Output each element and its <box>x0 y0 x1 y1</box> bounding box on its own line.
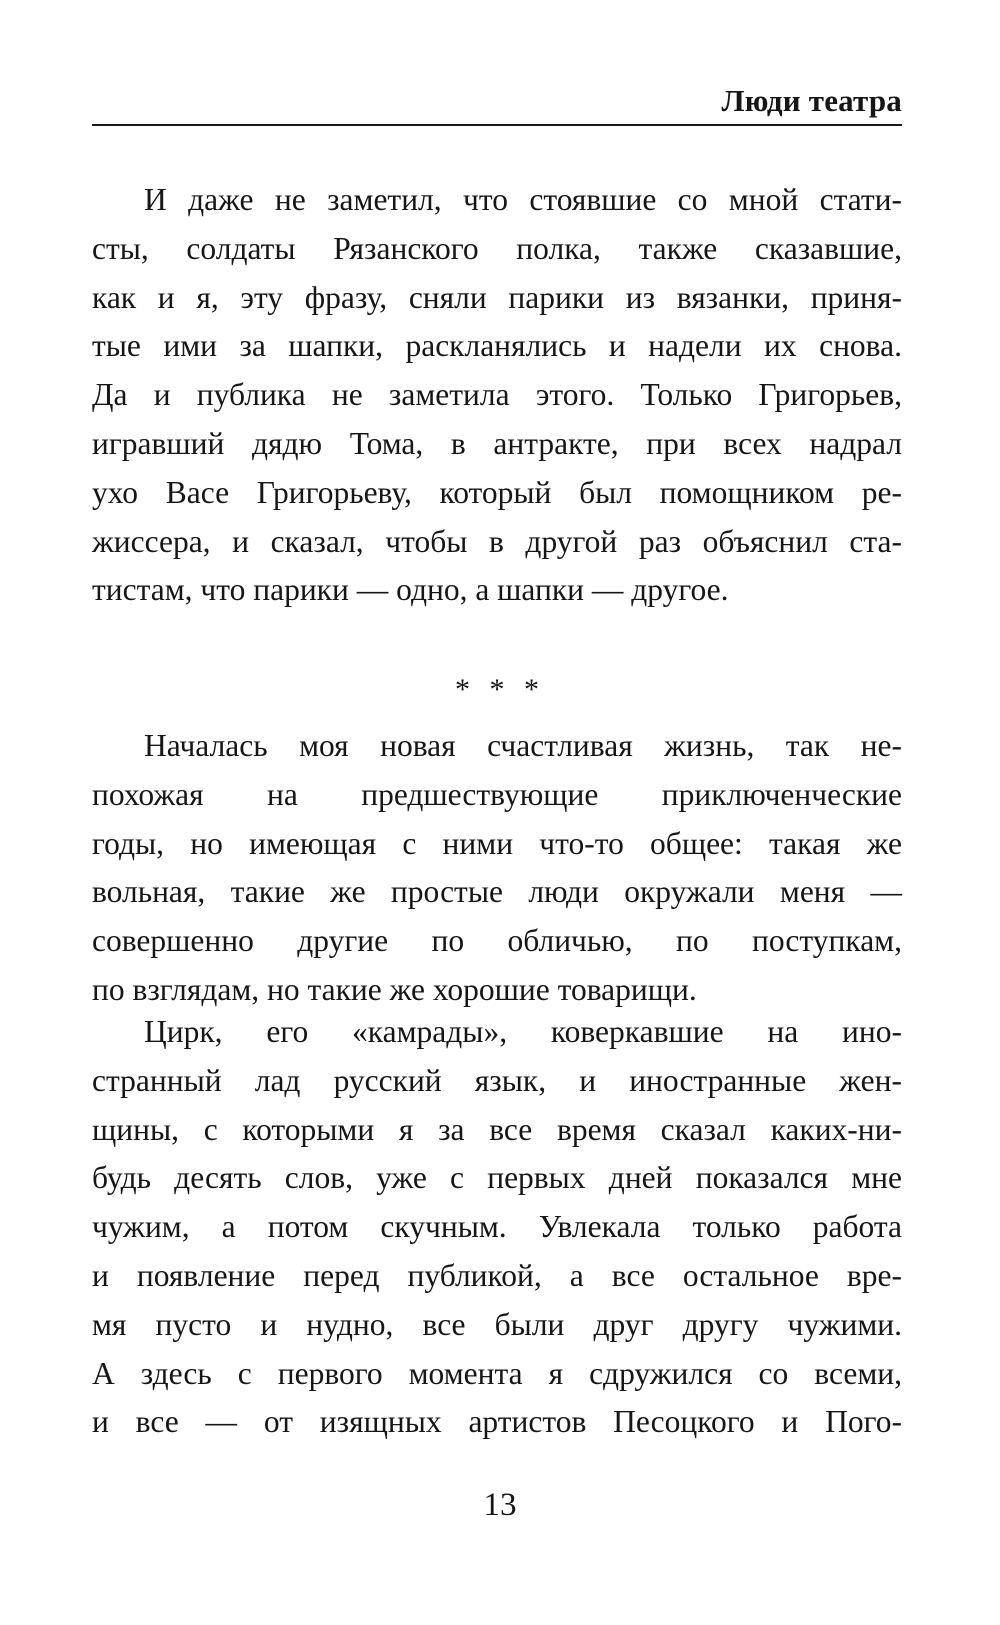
text-line: и появление перед публикой, а все остальное вре- <box>92 1257 902 1293</box>
paragraph-3 <box>92 1008 902 1447</box>
text-line: совершенно другие по обличью, по поступкам, <box>92 923 902 959</box>
text-line: вольная, такие же простые люди окружали меня — <box>92 874 902 910</box>
text-line: щины, с которыми я за все время сказал каких-ни- <box>92 1111 902 1147</box>
paragraph-1 <box>92 176 902 615</box>
text-line: жиссера, и сказал, чтобы в другой раз объяснил ста- <box>92 523 902 559</box>
text-line: игравший дядю Тома, в антракте, при всех надрал <box>92 425 902 461</box>
text-line: И даже не заметил, что стоявшие со мной стати- <box>144 182 902 217</box>
text-line: как и я, эту фразу, сняли парики из вязанки, приня- <box>92 279 902 315</box>
section-separator: * * * <box>455 673 545 706</box>
text-line: по взглядам, но такие же хорошие товарищи. <box>92 971 697 1007</box>
text-line: Цирк, его «камрады», коверкавшие на ино- <box>144 1014 902 1049</box>
paragraph-2 <box>92 722 902 1015</box>
text-line: похожая на предшествующие приключенческие <box>92 776 902 812</box>
text-line: Началась моя новая счастливая жизнь, так не- <box>144 728 902 763</box>
text-line: тистам, что парики — одно, а шапки — другое. <box>92 572 729 608</box>
text-line: А здесь с первого момента я сдружился со всеми, <box>92 1355 902 1391</box>
text-line: ухо Васе Григорьеву, который был помощником ре- <box>92 474 902 510</box>
text-line: тые ими за шапки, раскланялись и надели их снова. <box>92 328 902 364</box>
page-number: 13 <box>483 1487 517 1523</box>
text-line: чужим, а потом скучным. Увлекала только работа <box>92 1209 902 1245</box>
text-line: странный лад русский язык, и иностранные жен- <box>92 1062 902 1098</box>
text-line: годы, но имеющая с ними что-то общее: такая же <box>92 825 902 861</box>
text-line: мя пусто и нудно, все были друг другу чужими. <box>92 1306 902 1342</box>
running-head-title: Люди театра <box>721 83 902 118</box>
text-line: и все — от изящных артистов Песоцкого и Пого- <box>92 1404 902 1440</box>
running-head <box>92 82 902 126</box>
text-line: Да и публика не заметила этого. Только Григорьев, <box>92 377 902 413</box>
text-line: сты, солдаты Рязанского полка, также сказавшие, <box>92 230 902 266</box>
text-line: будь десять слов, уже с первых дней показался мне <box>92 1160 902 1196</box>
